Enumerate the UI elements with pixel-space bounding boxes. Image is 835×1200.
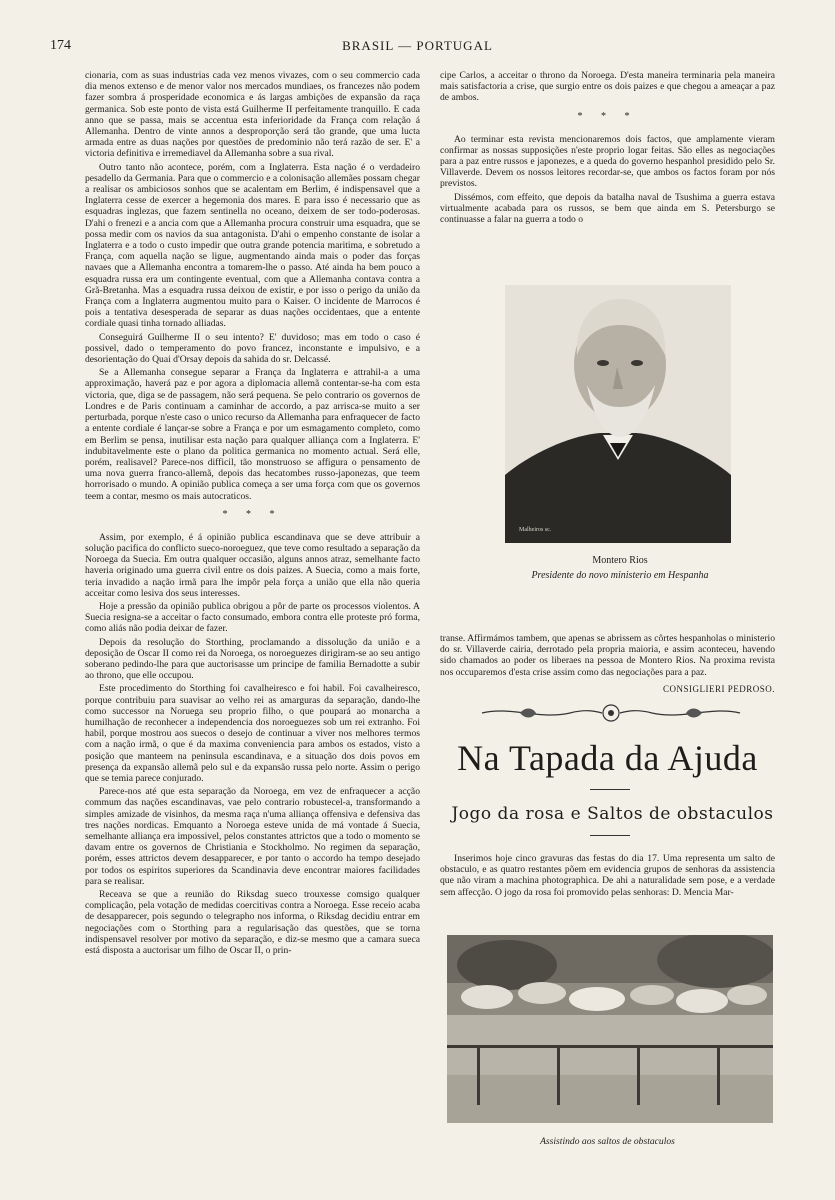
portrait-engraving — [505, 285, 731, 543]
paragraph: Inserimos hoje cinco gravuras das festas do dia 17. Uma representa um salto de obstaculo, e as quatro restantes põem em evidencia grupos de senhoras da assistencia que não viram a machina photographica. De ahi a naturalidade sem pose, e a verdade sem affecção. O jogo da rosa foi promovido pelas senhoras: D. Mencia Mar- — [440, 853, 775, 898]
paragraph: cionaria, com as suas industrias cada vez menos vivazes, com o seu commercio cada dia menos extenso e de menor valor nos mercados mundiaes, os francezes não podem fazer sombra á prosperidade economica e ás largas ambições de expansão da raça germanica. Sob este ponto de vista está Guilherme II perfeitamente tranquillo. E cada anno que se passa, mais se accentua esta inferioridade da França com relação á Allemanha. Dentro de vinte annos a desproporção será tão grande, que uma lucta armada entre as duas nações por questões de predominio não terá razão de ser. E' a victoria definitiva e irremediavel da Allemanha sobre a sua rival. — [85, 70, 420, 160]
running-title: BRASIL — PORTUGAL — [342, 38, 493, 53]
paragraph: Se a Allemanha consegue separar a França da Inglaterra e attrahil-a a uma approximação, haverá paz e por agora a diplomacia allemã contentar-se-ha com esta victoria, que, diga se de passagem, não será pequena. Se pelo contrario os governos de Londres e de Paris continuam a caminhar de accordo, a paz arrisca-se muito a ser perturbada, porque n'este caso o unico recurso da Allemanha para enfraquecer de facto a entente cordiale é lançar-se sobre a França e por um esmagamento completo, como em Berlim se pensa, inutilisar esta nação para qualquer alliança com a Inglaterra. E' indubitavelmente este o plano da politica germanica no momento actual. Será elle, porém, realisavel? Parece-nos difficil, tão monstruoso se affigura o pensamento de uma nova guerra franco-allemã, depois das hecatombes russo-japonezas, que teem horrorisado o mundo. A opinião publica começa a ser uma força com que os governos teem a contar, mesmo os mais autocraticos. — [85, 367, 420, 502]
paragraph: Depois da resolução do Storthing, proclamando a dissolução da união e a deposição de Oscar II como rei da Noroega, os noroeguezes dirigiram-se ao seu antigo soberano pedindo-lhe para que auctorisasse um principe de familia Bernadotte a subir ao throno, que elle occupou. — [85, 636, 420, 682]
section-dinkus: * * * — [577, 110, 638, 122]
headline-rule — [590, 789, 630, 790]
paragraph: transe. Affirmámos tambem, que apenas se abrissem as côrtes hespanholas o ministerio do sr. Villaverde cairia, derrotado pela propria maioria, e assim aconteceu, havendo sido chamados ao poder os liberaes na pessoa de Montero Rios. Na proxima revista nos occuparemos d'esta crise assim como das negociações para a paz. — [440, 633, 775, 678]
photo-caption: Assistindo aos saltos de obstaculos — [540, 1136, 675, 1147]
article-intro — [440, 853, 775, 898]
paragraph: Receava se que a reunião do Riksdag sueco trouxesse comsigo qualquer complicação, pela votação de medidas coercitivas contra a Noroega. Esse receio acaba de desapparecer, pois segundo o telegrapho nos informa, o Riksdag decidiu entrar em negociações com o Storthing para a regularisação das questões, que se torna indispensavel resolver por motivo da separação, e diz-se mesmo que a camara sueca está disposta a auctorisar um filho de Oscar II, o prin- — [85, 889, 420, 957]
paragraph: Dissémos, com effeito, que depois da batalha naval de Tsushima a guerra estava virtualmente acabada para os russos, se bem que ainda em S. Petersburgo se continuasse a falar na guerra a todo o — [440, 191, 775, 226]
portrait-image — [505, 285, 731, 543]
page-header — [50, 38, 785, 60]
paragraph: Hoje a pressão da opinião publica obrigou a pôr de parte os processos violentos. A Suecia resigna-se a acceitar o facto consumado, embora contra elle proteste pró forma, como aliás não podia deixar de fazer. — [85, 600, 420, 635]
paragraph: Assim, por exemplo, é á opinião publica escandinava que se deve attribuir a solução pacifica do conflicto sueco-noroeguez, que teve como resultado a separação da Noroega da Suecia. Em outra qualquer occasião, alguns annos atraz, semelhante facto haveria originado uma guerra civil entre os dois paizes. A Suecia, como a mais forte, teria invadido a nação irmã para lhe impôr pela força a união que ella não queria acceitar como lesiva dos seus interesses. — [85, 531, 420, 599]
decorative-ornament — [480, 702, 742, 724]
paragraph: Parece-nos até que esta separação da Noroega, em vez de enfraquecer a acção commum das nações escandinavas, vae pelo contrario robustecel-a, transformando a simples amizade de visinhos, da mesma raça n'uma alliança offensiva e defensiva das tres nações nordicas. Emquanto a Noroega esteve unida de má vontade á Suecia, semelhante alliança era impossivel, pelos constantes attrictos que a todo o momento se davam entre os governos de Christiania e Stockholmo. No regimen da separação, porém, esses attrictos devem desapparecer, e por tanto o accordo ha tempo desejado por todos os espiritos superiores da Scandinavia deve encontrar maiores facilidades para se realisar. — [85, 786, 420, 887]
photograph-image — [447, 935, 773, 1123]
portrait-caption: Presidente do novo ministerio em Hespanha — [531, 570, 709, 581]
paragraph: Ao terminar esta revista mencionaremos dois factos, que amplamente vieram confirmar as nossas supposições n'este proprio logar feitas. São elles as negociações para a paz entre russos e japonezes, e a queda do governo hespanhol presidido pelo Sr. Villaverde. Devem os nossos leitores recordar-se, que ambos os factos foram por nós previstos. — [440, 133, 775, 190]
paragraph: cipe Carlos, a acceitar o throno da Noroega. D'esta maneira terminaria pela maneira mais satisfactoria a crise, que surgio entre os dois paizes e que chegou a ameaçar a paz de ambos. — [440, 70, 775, 104]
right-column-top — [440, 70, 775, 227]
article-subhead: Jogo da rosa e Saltos de obstaculos — [451, 804, 774, 824]
article-headline: Na Tapada da Ajuda — [457, 738, 758, 778]
right-column-lower — [440, 633, 775, 695]
page-number: 174 — [50, 38, 71, 53]
author-signature: CONSIGLIERI PEDROSO. — [662, 683, 775, 694]
paragraph: Este procedimento do Storthing foi cavalheiresco e foi habil. Foi cavalheiresco, porque contribuiu para suavisar ao velho rei as amarguras da separação, dando-lhe como successor na Noruega seu proprio filho, o que poupará ao monarcha a humilhação de reconhecer a independencia dos noroeguezes sob um rei extranho. Foi habil, porque mostrou aos suecos o desejo de continuar a viver nos melhores termos com a nação irmã, o que é da maxima conveniencia para ambos os estados, visto a posição que manteem na peninsula escandinava, e a situação dos dois povos em presença da expansão allemã pelo sul e da expansão russa pelo norte. Assim o perigo que se temia parece conjurado. — [85, 683, 420, 784]
section-dinkus: * * * — [222, 508, 283, 520]
left-column — [85, 70, 420, 958]
portrait-name: Montero Rios — [592, 555, 648, 566]
engraver-signature: Malheiros sc. — [519, 527, 552, 533]
subhead-rule — [590, 835, 630, 836]
paragraph: Conseguirá Guilherme II o seu intento? E' duvidoso; mas em todo o caso é possivel, dado o temperamento do povo francez, inconstante e impulsivo, e a desorientação do Quai d'Orsay depois da sahida do sr. Delcassé. — [85, 331, 420, 366]
paragraph: Outro tanto não acontece, porém, com a Inglaterra. Esta nação é o verdadeiro pesadello da Germania. Para que o commercio e a colonisação allemães possam chegar a realisar os ambiciosos sonhos que se acalentam em Berlim, é indispensavel que a Inglaterra cesse de exercer a hegemonia dos mares. E para isso é necessario que as esquadras inglezas, que fazem sentinella no oceano, deixem de ser todo-poderosas. D'ahi o frenezi e a ancia com que a Allemanha procura construir uma esquadra, que se possa medir com os navios da sua antagonista. D'ahi o empenho constante de isolar a Inglaterra e a todo o custo impedir que outra grande potencia maritima, e sobretudo a França, com aquella nação se ligue, augmentando ainda mais o poder das forças navaes que a Allemanha encontra a tomarem-lhe o passo. Até ainda ha bem pouco a esquadra russa era um contingente eventual, com que a Allemanha contava contra a Grã-Bretanha. Mas a esquadra russa deixou de existir, e por isso o perigo da união da França com a Inglaterra augmentou muito para o Kaiser. O incidente de Marrocos é pois a tentativa desesperada de separar as duas nações occidentaes, que a entente cordiale quasi tinha tornado alliadas. — [85, 161, 420, 330]
event-photograph — [447, 935, 773, 1123]
